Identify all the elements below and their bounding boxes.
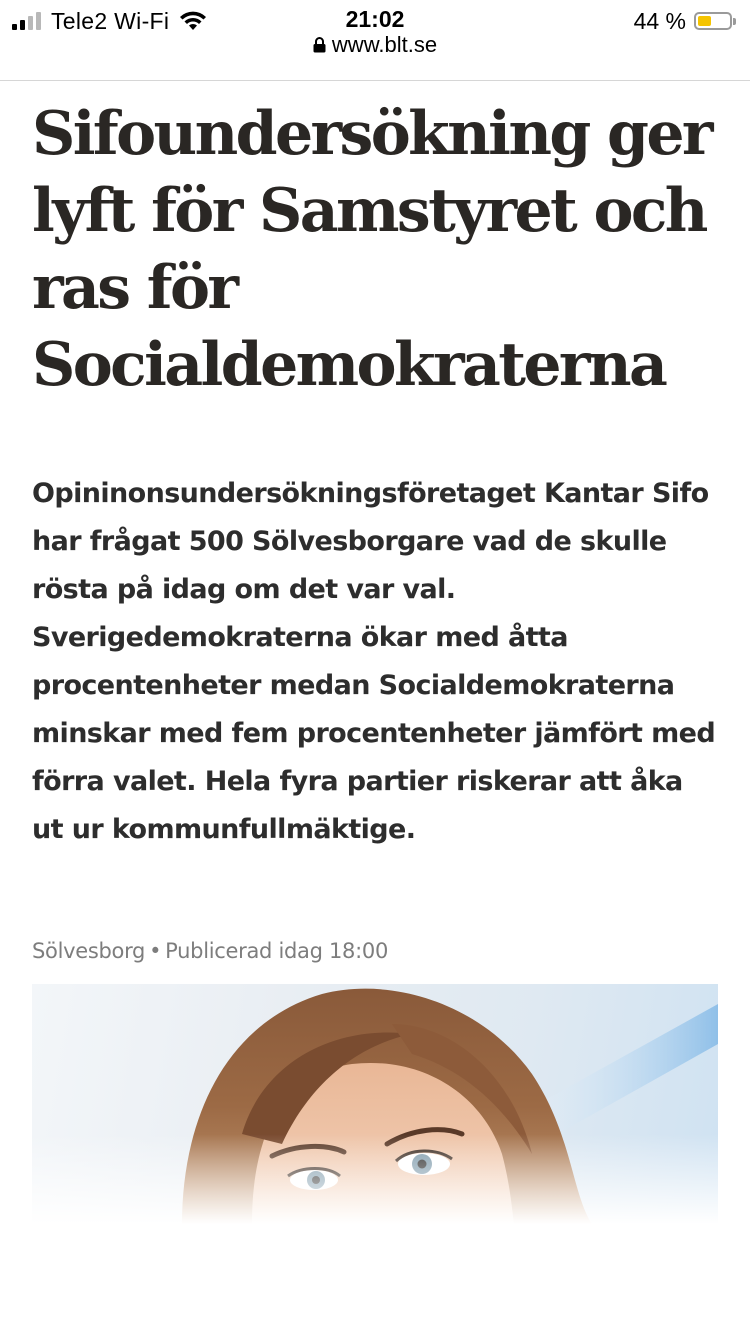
address-bar[interactable]	[313, 32, 437, 58]
carrier-name: Tele2 Wi-Fi	[51, 7, 170, 34]
article-published: Publicerad idag 18:00	[165, 939, 389, 963]
status-bar	[0, 0, 750, 81]
article-meta	[32, 936, 388, 966]
article-image[interactable]	[32, 984, 718, 1224]
article-location[interactable]: Sölvesborg	[32, 939, 146, 963]
meta-separator: •	[149, 939, 162, 963]
battery-nub	[733, 18, 736, 25]
url-text[interactable]: www.blt.se	[331, 32, 438, 57]
article-headline: Sifoundersökning ger lyft för Samstyret och ras för Socialdemokraterna	[32, 99, 711, 400]
battery-icon	[694, 12, 732, 30]
clock: 21:02	[345, 6, 405, 32]
status-bar-right	[634, 8, 736, 34]
battery-level-fill	[698, 16, 711, 26]
lock-icon	[313, 37, 326, 53]
article-lead: Opininonsundersökningsföretaget Kantar Sifo har frågat 500 Sölvesborgare vad de skulle rösta på idag om det var val. Sverigedemokraterna ökar med åtta procentenheter medan Socialdemokraterna minskar med fem procentenheter jämfört med förra valet. Hela fyra partier riskerar att åka ut ur kommunfullmäktige.	[32, 478, 716, 845]
battery-percent: 44 %	[633, 7, 686, 34]
woman-portrait-photo	[32, 984, 718, 1224]
